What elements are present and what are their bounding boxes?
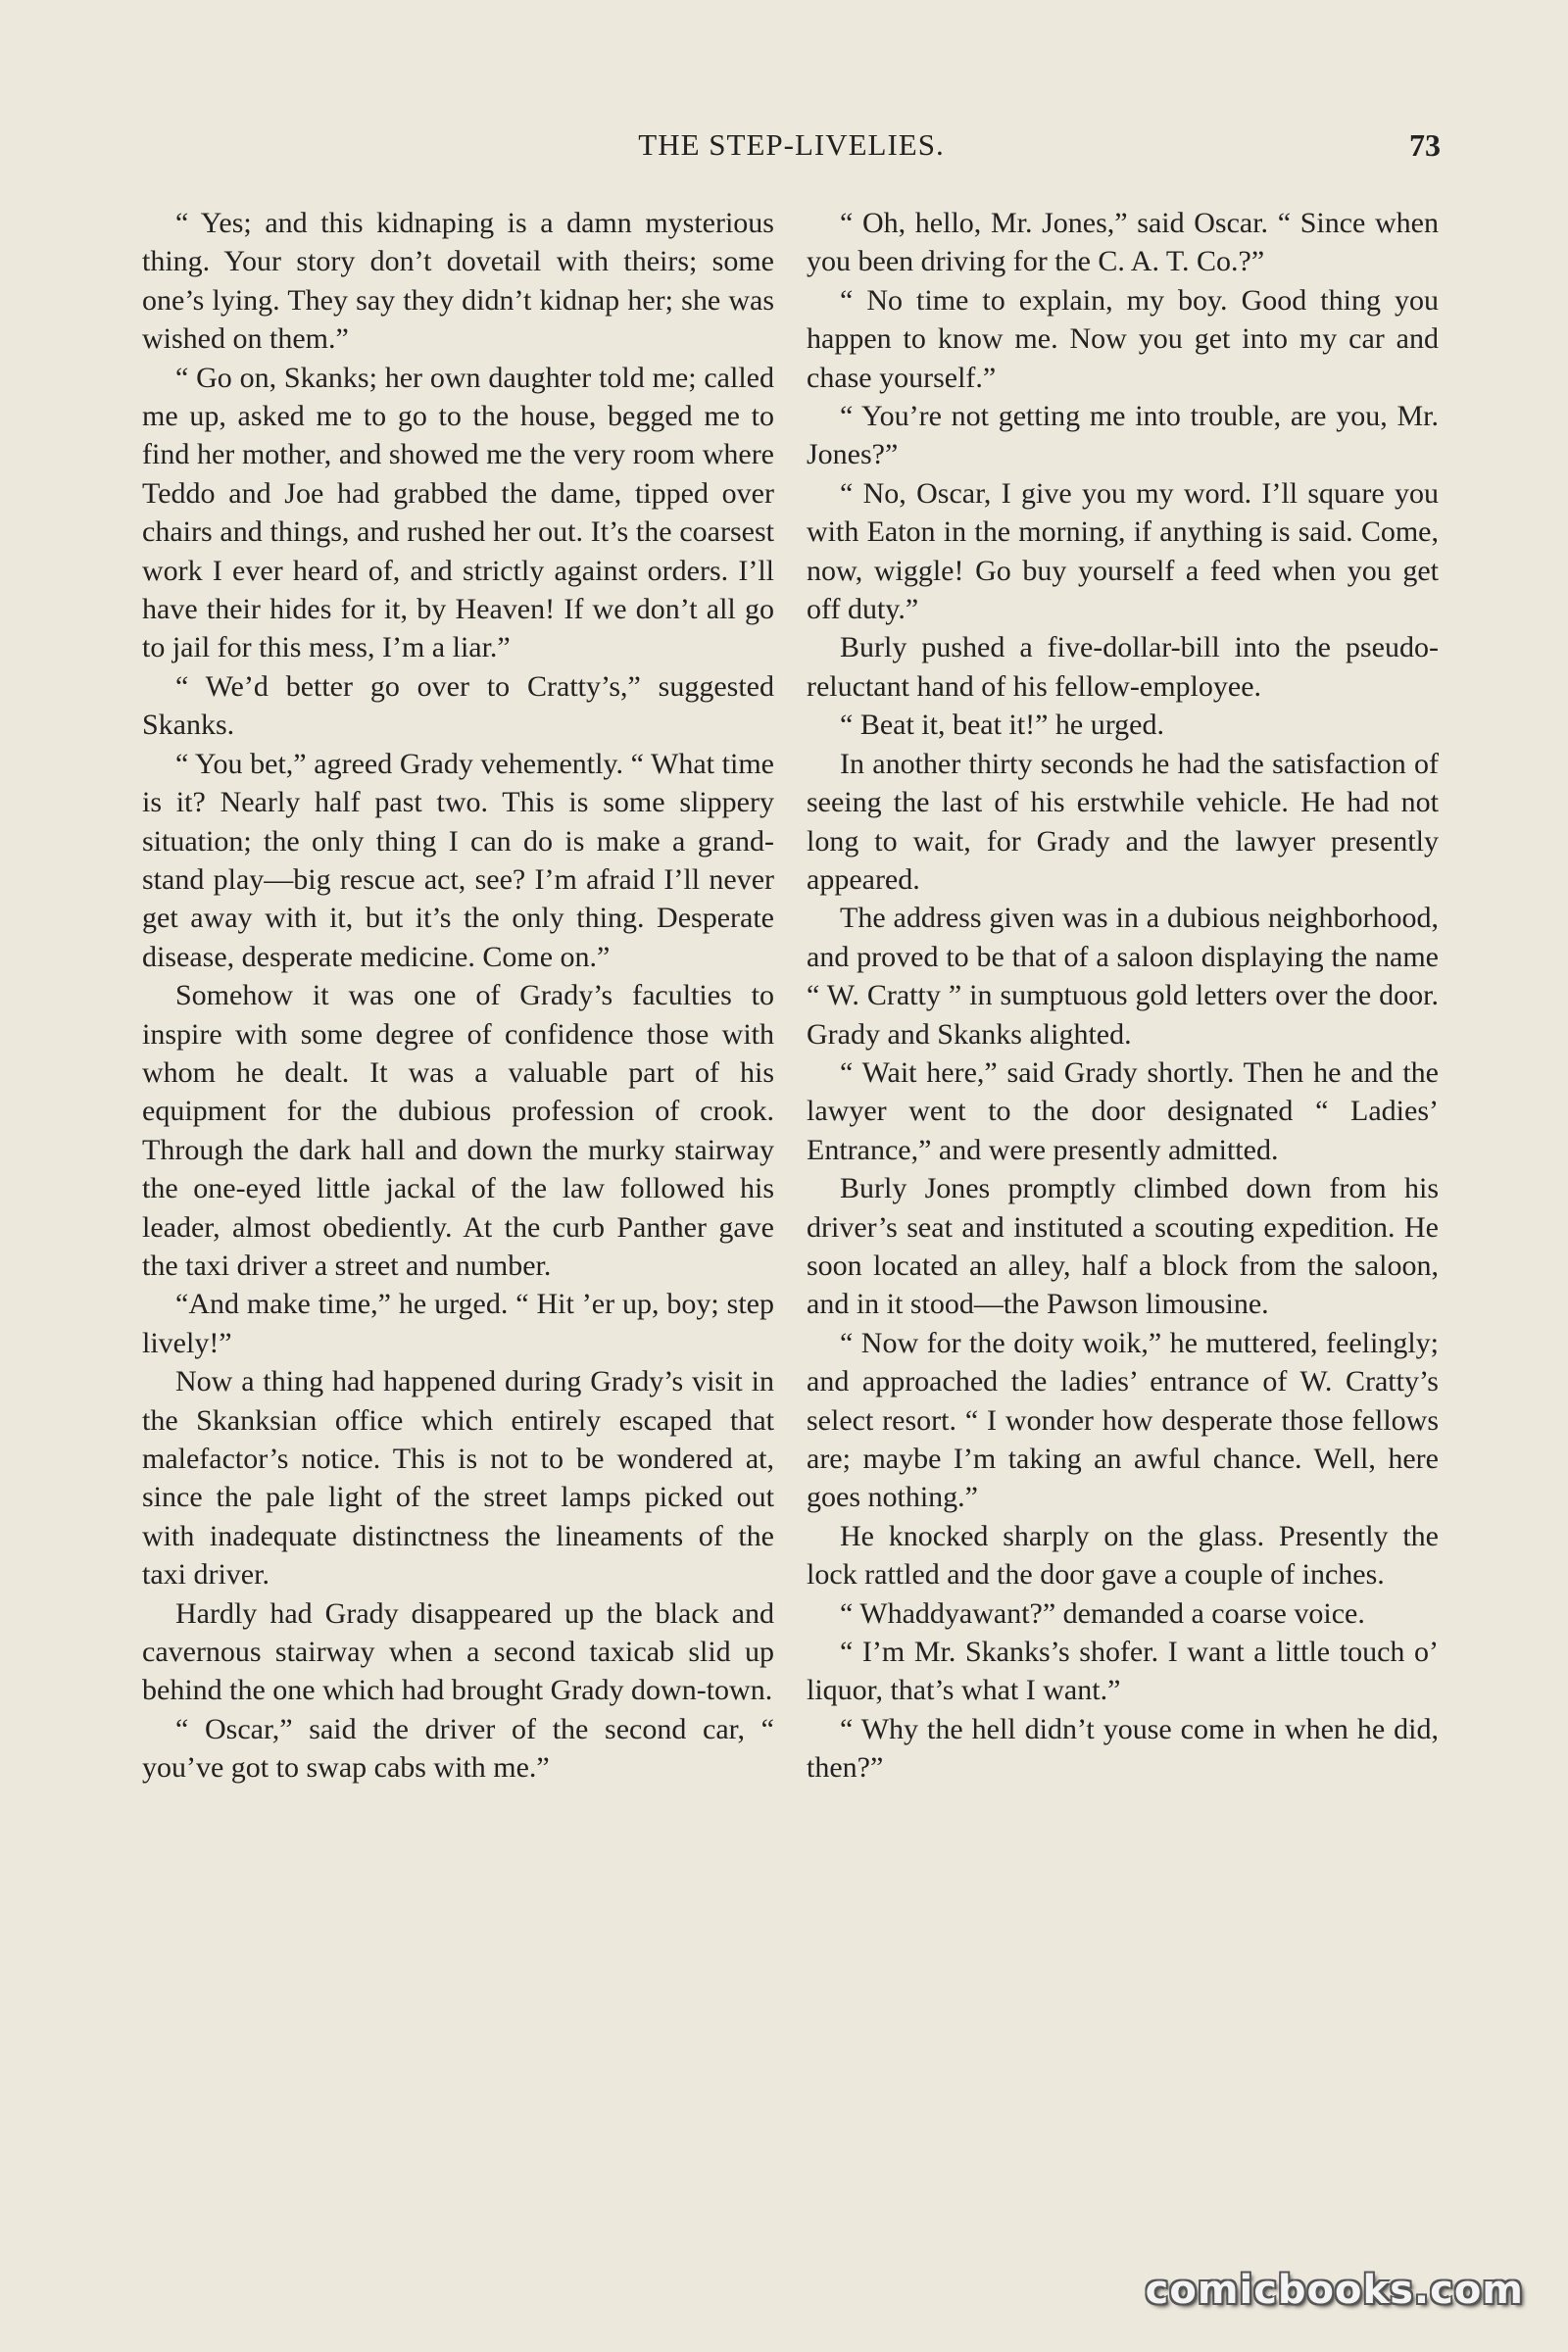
- paragraph: Burly pushed a five-dollar-bill into the pseudo-reluctant hand of his fellow-employee.: [807, 631, 1439, 703]
- paragraph: “ No, Oscar, I give you my word. I’ll square you with Eaton in the morning, if anything is said. Come, now, wiggle! Go buy yourself a feed when you get off duty.”: [807, 476, 1439, 626]
- paragraph: “ Wait here,” said Grady shortly. Then he and the lawyer went to the door designated “ Ladies’ Entrance,” and were presently admitted.: [807, 1055, 1439, 1166]
- paragraph: “ Whaddyawant?” demanded a coarse voice.: [840, 1596, 1365, 1630]
- paragraph: Now a thing had happened during Grady’s visit in the Skanksian office which entirely escaped that malefactor’s notice. This is not to be wondered at, since the pale light of the street lamps picked out with inadequate distinctness the lineaments of the taxi driver.: [142, 1365, 774, 1592]
- paragraph: “ You’re not getting me into trouble, are you, Mr. Jones?”: [807, 400, 1439, 471]
- paragraph: “ Why the hell didn’t youse come in when he did, then?”: [807, 1712, 1439, 1785]
- page-number: 73: [1409, 127, 1441, 163]
- running-title: THE STEP-LIVELIES.: [638, 127, 945, 162]
- paragraph: “ Oscar,” said the driver of the second car, “ you’ve got to swap cabs with me.”: [142, 1712, 774, 1785]
- paragraph: “ Oh, hello, Mr. Jones,” said Oscar. “ Since when you been driving for the C. A. T. Co.?”: [807, 207, 1439, 278]
- paragraph: Hardly had Grady disappeared up the black and cavernous stairway when a second taxicab slid up behind the one which had brought Grady down-town.: [142, 1596, 774, 1707]
- paragraph: “ No time to explain, my boy. Good thing you happen to know me. Now you get into my car and chase yourself.”: [807, 283, 1439, 394]
- paragraph: “ I’m Mr. Skanks’s shofer. I want a little touch o’ liquor, that’s what I want.”: [807, 1636, 1439, 1707]
- paragraph: “ We’d better go over to Cratty’s,” suggested Skanks.: [142, 669, 774, 742]
- paragraph: Burly Jones promptly climbed down from his driver’s seat and instituted a scouting expedition. He soon located an alley, half a block from the saloon, and in it stood—the Pawson limousine.: [807, 1172, 1439, 1321]
- paragraph: He knocked sharply on the glass. Presently the lock rattled and the door gave a couple of inches.: [807, 1519, 1439, 1592]
- paragraph: “And make time,” he urged. “ Hit ’er up, boy; step lively!”: [142, 1288, 774, 1359]
- paragraph: The address given was in a dubious neighborhood, and proved to be that of a saloon displaying the name “ W. Cratty ” in sumptuous gold letters over the door. Grady and Skanks alighted.: [807, 902, 1439, 1051]
- paragraph: “ Beat it, beat it!” he urged.: [840, 709, 1164, 742]
- paragraph: “ Now for the doity woik,” he muttered, feelingly; and approached the ladies’ entrance of W. Cratty’s select resort. “ I wonder how desperate those fellows are; maybe I’m taking an awful chance. Well, here goes nothing.”: [807, 1326, 1439, 1514]
- left-column: [142, 204, 774, 1788]
- running-head: [142, 127, 1441, 176]
- watermark-logo: comicbooks.com: [1145, 2268, 1524, 2313]
- right-column: [807, 204, 1439, 1788]
- paragraph: “ Yes; and this kidnaping is a damn mysterious thing. Your story don’t dovetail with theirs; some one’s lying. They say they didn’t kidnap her; she was wished on them.”: [142, 207, 774, 356]
- paragraph: Somehow it was one of Grady’s faculties to inspire with some degree of confidence those with whom he dealt. It was a valuable part of his equipment for the dubious profession of crook. Through the dark hall and down the murky stairway the one-eyed little jackal of the law followed his leader, almost obediently. At the curb Panther gave the taxi driver a street and number.: [142, 979, 774, 1282]
- paragraph: “ You bet,” agreed Grady vehemently. “ What time is it? Nearly half past two. This is some slippery situation; the only thing I can do is make a grand-stand play—big rescue act, see? I’m afraid I’ll never get away with it, but it’s the only thing. Desperate disease, desperate medicine. Come on.”: [142, 747, 774, 973]
- paragraph: “ Go on, Skanks; her own daughter told me; called me up, asked me to go to the house, begged me to find her mother, and showed me the very room where Teddo and Joe had grabbed the dame, tipped over chairs and things, and rushed her out. It’s the coarsest work I ever heard of, and strictly against orders. I’ll have their hides for it, by Heaven! If we don’t all go to jail for this mess, I’m a liar.”: [142, 361, 774, 664]
- paragraph: In another thirty seconds he had the satisfaction of seeing the last of his erstwhile vehicle. He had not long to wait, for Grady and the lawyer presently appeared.: [807, 747, 1439, 896]
